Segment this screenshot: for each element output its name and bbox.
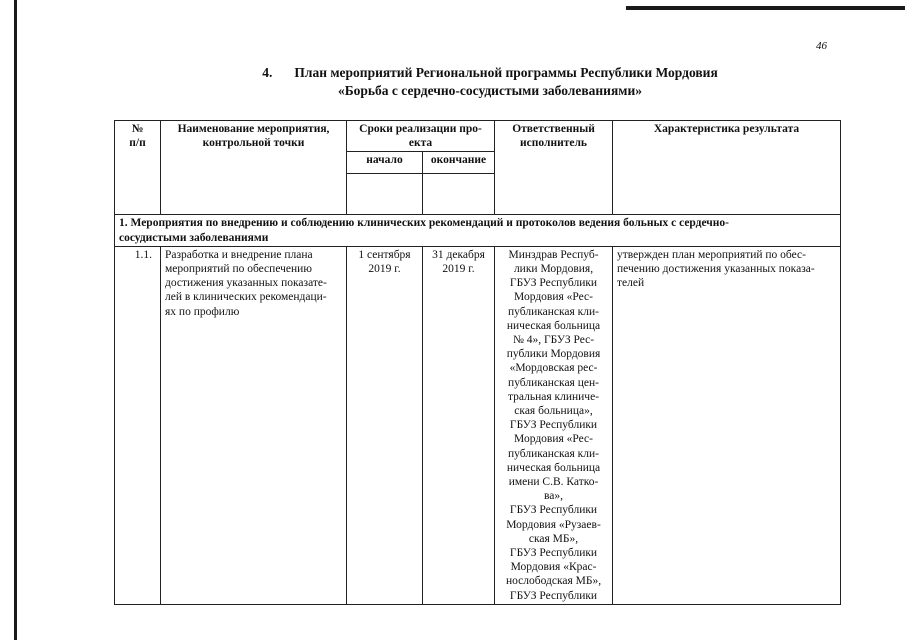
- header-num: № п/п: [115, 121, 161, 215]
- header-responsible: Ответственный исполнитель: [495, 121, 613, 215]
- section-row: [115, 215, 841, 246]
- header-terms: Сроки реализации про- екта: [347, 121, 495, 152]
- header-result: Характеристика результата: [613, 121, 841, 215]
- page-number: 46: [816, 40, 827, 52]
- plan-table: [114, 120, 841, 605]
- scan-edge-left: [14, 0, 17, 640]
- section-heading: [130, 64, 850, 82]
- header-end: окончание: [423, 152, 495, 174]
- row-result: утвержден план мероприятий по обес- печению достижения указанных показа- телей: [613, 246, 841, 604]
- header-start: начало: [347, 152, 423, 174]
- scan-edge-top: [626, 6, 905, 10]
- section-title-line1: План мероприятий Региональной программы Республики Мордовия: [294, 65, 718, 80]
- row-name: Разработка и внедрение плана мероприятий по обеспечению достижения указанных показате- лей в клинических рекомендаци- ях по профилю: [161, 246, 347, 604]
- section-number: 4.: [262, 65, 273, 80]
- row-start-date: 1 сентября 2019 г.: [347, 246, 423, 604]
- table-row: [115, 246, 841, 604]
- row-responsible: Минздрав Респуб- лики Мордовия, ГБУЗ Республики Мордовия «Рес- публиканская кли- ническая больница № 4», ГБУЗ Рес- публики Мордовия «Мордовская рес- публиканская цен- тральная клиниче- ская больница», ГБУЗ Республики Мордовия «Рес- публиканская кли- ническая больница имени С.В. Катко- ва», ГБУЗ Республики Мордовия «Рузаев- ская МБ», ГБУЗ Республики Мордовия «Крас- нослободская МБ», ГБУЗ Республики: [495, 246, 613, 604]
- header-start-empty: [347, 174, 423, 215]
- table-header-row: [115, 121, 841, 152]
- row-end-date: 31 декабря 2019 г.: [423, 246, 495, 604]
- section-title-line2: «Борьба с сердечно-сосудистыми заболеваниями»: [337, 83, 642, 98]
- section-1-title: 1. Мероприятия по внедрению и соблюдению клинических рекомендаций и протоколов ведения больных с сердечно- сосудистыми заболеваниями: [115, 215, 841, 246]
- header-end-empty: [423, 174, 495, 215]
- header-name: Наименование мероприятия, контрольной точки: [161, 121, 347, 215]
- row-number: 1.1.: [115, 246, 161, 604]
